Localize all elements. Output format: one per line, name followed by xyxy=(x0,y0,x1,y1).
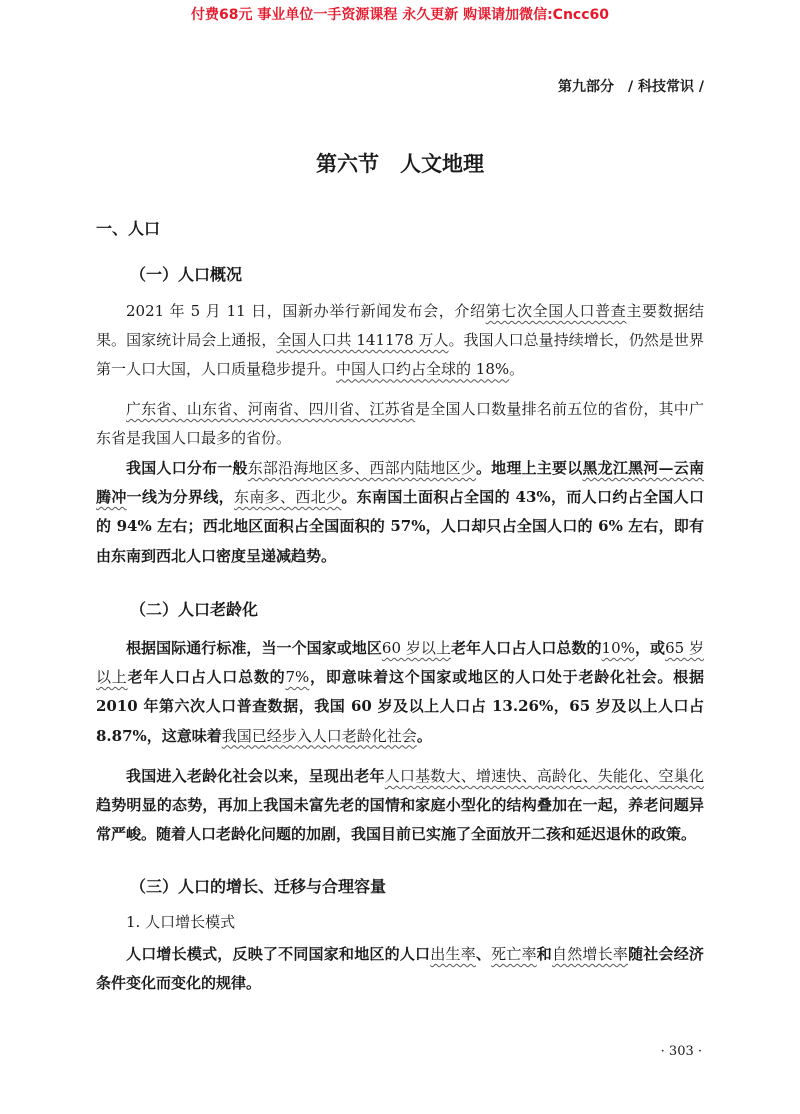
underlined-key-term: 65 岁以上 xyxy=(96,639,704,687)
underlined-key-term: 10% xyxy=(601,639,635,657)
text-run: 一线为分界线， xyxy=(126,488,234,507)
text-run: 。 xyxy=(509,360,525,379)
paragraph-distribution xyxy=(96,454,704,571)
text-run: 我国进入老龄化社会以来，呈现出老年 xyxy=(126,767,385,785)
text-run: 是全国人口数量排名前五位的省份，其中广东省是我国人口最多的省份。 xyxy=(96,400,704,448)
text-run: 根据国际通行标准，当一个国家或地区 xyxy=(126,639,382,657)
text-run: 趋势明显的态势，再加上我国未富先老的国情和家庭小型化的结构叠加在一起，养老问题异常严峻。随着人口老龄化问题的加剧，我国目前已实施了全面放开二孩和延迟退休的政策。 xyxy=(96,796,704,844)
text-run: 我国人口分布一般 xyxy=(126,459,248,477)
underlined-key-term: 东南多、西北少 xyxy=(234,488,342,507)
underlined-key-term: 60 岁以上 xyxy=(381,639,451,657)
underlined-key-term: 广东省、山东省、河南省、四川省、江苏省 xyxy=(126,400,416,418)
paragraph-growth-model xyxy=(96,940,704,998)
text-run: ，或 xyxy=(634,639,666,657)
text-run: 主要数据结果。国家统计局会上通报， xyxy=(96,302,704,350)
text-run: 。 xyxy=(416,726,432,745)
underlined-key-term: 第七次全国人口普查 xyxy=(485,302,627,320)
underlined-key-term: 7% xyxy=(285,668,310,687)
text-run: 人口增长模式，反映了不同国家和地区的人口 xyxy=(126,945,431,963)
subheading-aging: （二）人口老龄化 xyxy=(130,600,259,619)
underlined-key-term: 中国人口约占全球的 18% xyxy=(336,360,510,379)
underlined-key-term: 黑龙江黑河—云南腾冲 xyxy=(96,459,704,507)
text-run: 。我国人口总量持续增长，仍然是世界第一人口大国，人口质量稳步提升。 xyxy=(96,331,704,379)
subheading-overview: （一）人口概况 xyxy=(130,265,243,284)
item-heading-growth-model: 1. 人口增长模式 xyxy=(126,913,236,931)
promo-banner: 付费68元 事业单位一手资源课程 永久更新 购课请加微信:Cncc60 xyxy=(190,7,610,23)
section-title: 第六节 人文地理 xyxy=(316,151,484,176)
underlined-key-term: 出生率 xyxy=(430,945,476,963)
paragraph-provinces xyxy=(96,395,704,453)
underlined-key-term: 我国已经步入人口老龄化社会 xyxy=(221,726,417,745)
heading-population: 一、人口 xyxy=(96,219,161,238)
underlined-key-term: 全国人口共 141178 万人 xyxy=(276,331,449,350)
text-run: 和 xyxy=(536,945,552,963)
text-run: 。东南国土面积占全国的 43%，而人口约占全国人口的 94% 左右；西北地区面积占全国面积的 57%，人口却只占全国人口的 6% 左右，即有由东南到西北人口密度呈递减趋势。 xyxy=(96,488,704,565)
paragraph-census xyxy=(96,297,704,385)
text-run: 2021 年 5 月 11 日，国新办举行新闻发布会，介绍 xyxy=(126,302,486,320)
text-run: 、 xyxy=(475,945,492,963)
text-run: 随社会经济条件变化而变化的规律。 xyxy=(96,945,704,993)
underlined-key-term: 东部沿海地区多、西部内陆地区少 xyxy=(247,459,476,477)
paragraph-aging-standard xyxy=(96,634,704,751)
underlined-key-term: 自然增长率 xyxy=(552,945,629,963)
page-number: · 303 · xyxy=(660,1044,702,1059)
text-run: ，即意味着这个国家或地区的人口处于老龄化社会。根据 2010 年第六次人口普查数据，我国 60 岁及以上人口占 13.26%，65 岁及以上人口占 8.87%，这意味着 xyxy=(96,668,704,745)
section-header-label: 第九部分 / 科技常识 / xyxy=(558,79,704,95)
underlined-key-term: 人口基数大、增速快、高龄化、失能化、空巢化 xyxy=(384,767,704,785)
paragraph-aging-trend xyxy=(96,762,704,850)
text-run: 老年人口占人口总数的 xyxy=(451,639,602,657)
subheading-growth: （三）人口的增长、迁移与合理容量 xyxy=(130,877,387,896)
underlined-key-term: 死亡率 xyxy=(491,945,537,963)
text-run: 老年人口占人口总数的 xyxy=(127,668,286,687)
text-run: 。地理上主要以 xyxy=(475,459,583,477)
